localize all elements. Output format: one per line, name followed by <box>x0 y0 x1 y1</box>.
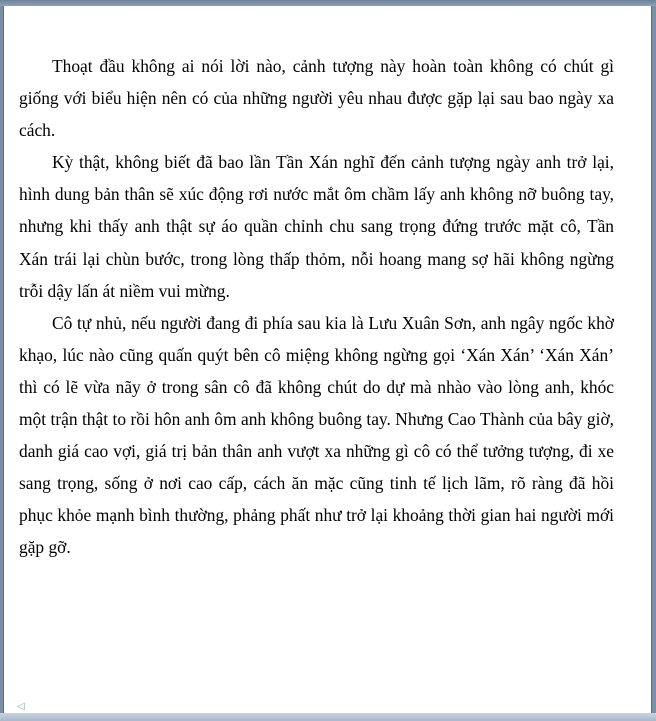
horizontal-scrollbar[interactable] <box>0 713 656 721</box>
paragraph-2: Kỳ thật, không biết đã bao lần Tần Xán nghĩ đến cảnh tượng ngày anh trở lại, hình dung bản thân sẽ xúc động rơi nước mắt ôm chầm lấy anh không nỡ buông tay, nhưng khi thấy anh thật sự áo quần chỉnh chu sang trọng đứng trước mặt cô, Tần Xán trái lại chùn bước, trong lòng thấp thỏm, nỗi hoang mang sợ hãi không ngừng trỗi dậy lấn át niềm vui mừng. <box>19 152 614 301</box>
document-page <box>3 6 652 713</box>
paragraph-3: Cô tự nhủ, nếu người đang đi phía sau kia là Lưu Xuân Sơn, anh ngây ngốc khờ khạo, lúc nào cũng quấn quýt bên cô miệng không ngừng gọi ‘Xán Xán’ ‘Xán Xán’ thì có lẽ vừa nãy ở trong sân cô đã không chút do dự mà nhào vào lòng anh, khóc một trận thật to rồi hôn anh ôm anh không buông tay. Nhưng Cao Thành của bây giờ, danh giá cao vợi, giá trị bản thân anh vượt xa những gì cô có thể tưởng tượng, đi xe sang trọng, sống ở nơi cao cấp, cách ăn mặc cũng tinh tế lịch lãm, rõ ràng đã hồi phục khỏe mạnh bình thường, phảng phất như trở lại khoảng thời gian hai người mới gặp gỡ. <box>19 312 614 558</box>
paragraph-1: Thoạt đầu không ai nói lời nào, cảnh tượng này hoàn toàn không có chút gì giống với biểu hiện nên có của những người yêu nhau được gặp lại sau bao ngày xa cách. <box>19 56 614 141</box>
document-body <box>19 50 614 564</box>
left-arrow-icon[interactable]: ◁ <box>17 700 25 712</box>
